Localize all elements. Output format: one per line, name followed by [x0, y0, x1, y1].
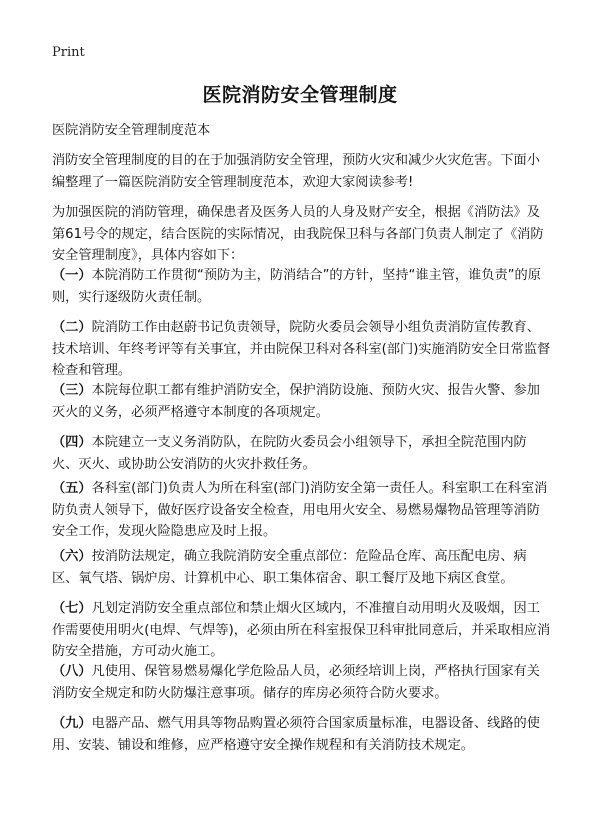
clause-paragraph — [52, 265, 552, 308]
clause-number: （五） — [52, 481, 92, 496]
clause-paragraph — [52, 713, 552, 756]
clause-number: （七） — [52, 601, 92, 616]
clause-paragraph — [52, 661, 552, 704]
clause-number: （九） — [52, 716, 92, 731]
clause-number: （八） — [52, 664, 92, 679]
clause-number: （三） — [52, 383, 92, 398]
clause-text: 各科室(部门)负责人为所在科室(部门)消防安全第一责任人。科室职工在科室消防负责人领导下，做好医疗设备安全检查，用电用火安全、易燃易爆物品管理等消防安全工作，发现火险隐患应及时上报。 — [52, 481, 548, 539]
preface-paragraph: 为加强医院的消防管理，确保患者及医务人员的人身及财产安全，根据《消防法》及第61号令的规定，结合医院的实际情况，由我院保卫科与各部门负责人制定了《消防安全管理制度》，具体内容如下： — [52, 205, 544, 263]
document-subtitle: 医院消防安全管理制度范本 — [52, 123, 211, 138]
clause-text: 凡使用、保管易燃易爆化学危险品人员，必须经培训上岗，严格执行国家有关消防安全规定和防火防爆注意事项。储存的库房必须符合防火要求。 — [52, 664, 540, 701]
clause-text: 本院消防工作贯彻“预防为主，防消结合”的方针，坚持“谁主管，谁负责”的原则，实行逐级防火责任制。 — [52, 268, 541, 305]
clause-number: （二） — [52, 320, 92, 335]
clause-paragraph — [52, 317, 552, 382]
intro-paragraph: 消防安全管理制度的目的在于加强消防安全管理，预防火灾和减少火灾危害。下面小编整理了一篇医院消防安全管理制度范本，欢迎大家阅读参考! — [52, 153, 540, 190]
clause-text: 院消防工作由赵蔚书记负责领导，院防火委员会领导小组负责消防宣传教育、技术培训、年终考评等有关事宜，并由院保卫科对各科室(部门)实施消防安全日常监督检查和管理。 — [52, 320, 551, 378]
page-title: 医院消防安全管理制度 — [202, 84, 398, 106]
clause-number: （四） — [52, 435, 92, 450]
clause-paragraph — [52, 432, 552, 475]
clause-paragraph — [52, 598, 552, 663]
clause-text: 本院每位职工都有维护消防安全，保护消防设施、预防火灾、报告火警、参加灭火的义务，必须严格遵守本制度的各项规定。 — [52, 383, 540, 420]
clause-text: 电器产品、燃气用具等物品购置必须符合国家质量标准，电器设备、线路的使用、安装、铺设和维修，应严格遵守安全操作规程和有关消防技术规定。 — [52, 716, 540, 753]
clause-text: 本院建立一支义务消防队，在院防火委员会小组领导下，承担全院范围内防火、灭火、或协助公安消防的火灾扑救任务。 — [52, 435, 527, 472]
clause-text: 凡划定消防安全重点部位和禁止烟火区域内，不准擅自动用明火及吸烟，因工作需要使用明火(电焊、气焊等)，必须由所在科室报保卫科审批同意后，并采取相应消防安全措施，方可动火施工。 — [52, 601, 551, 659]
clause-paragraph — [52, 478, 552, 543]
clause-paragraph — [52, 380, 552, 423]
clause-number: （一） — [52, 268, 92, 283]
clause-text: 按消防法规定，确立我院消防安全重点部位：危险品仓库、高压配电房、病区、氧气塔、锅炉房、计算机中心、职工集体宿舍、职工餐厅及地下病区食堂。 — [52, 549, 527, 586]
clause-paragraph — [52, 546, 552, 589]
clause-number: （六） — [52, 549, 92, 564]
print-link[interactable]: Print — [52, 45, 85, 60]
